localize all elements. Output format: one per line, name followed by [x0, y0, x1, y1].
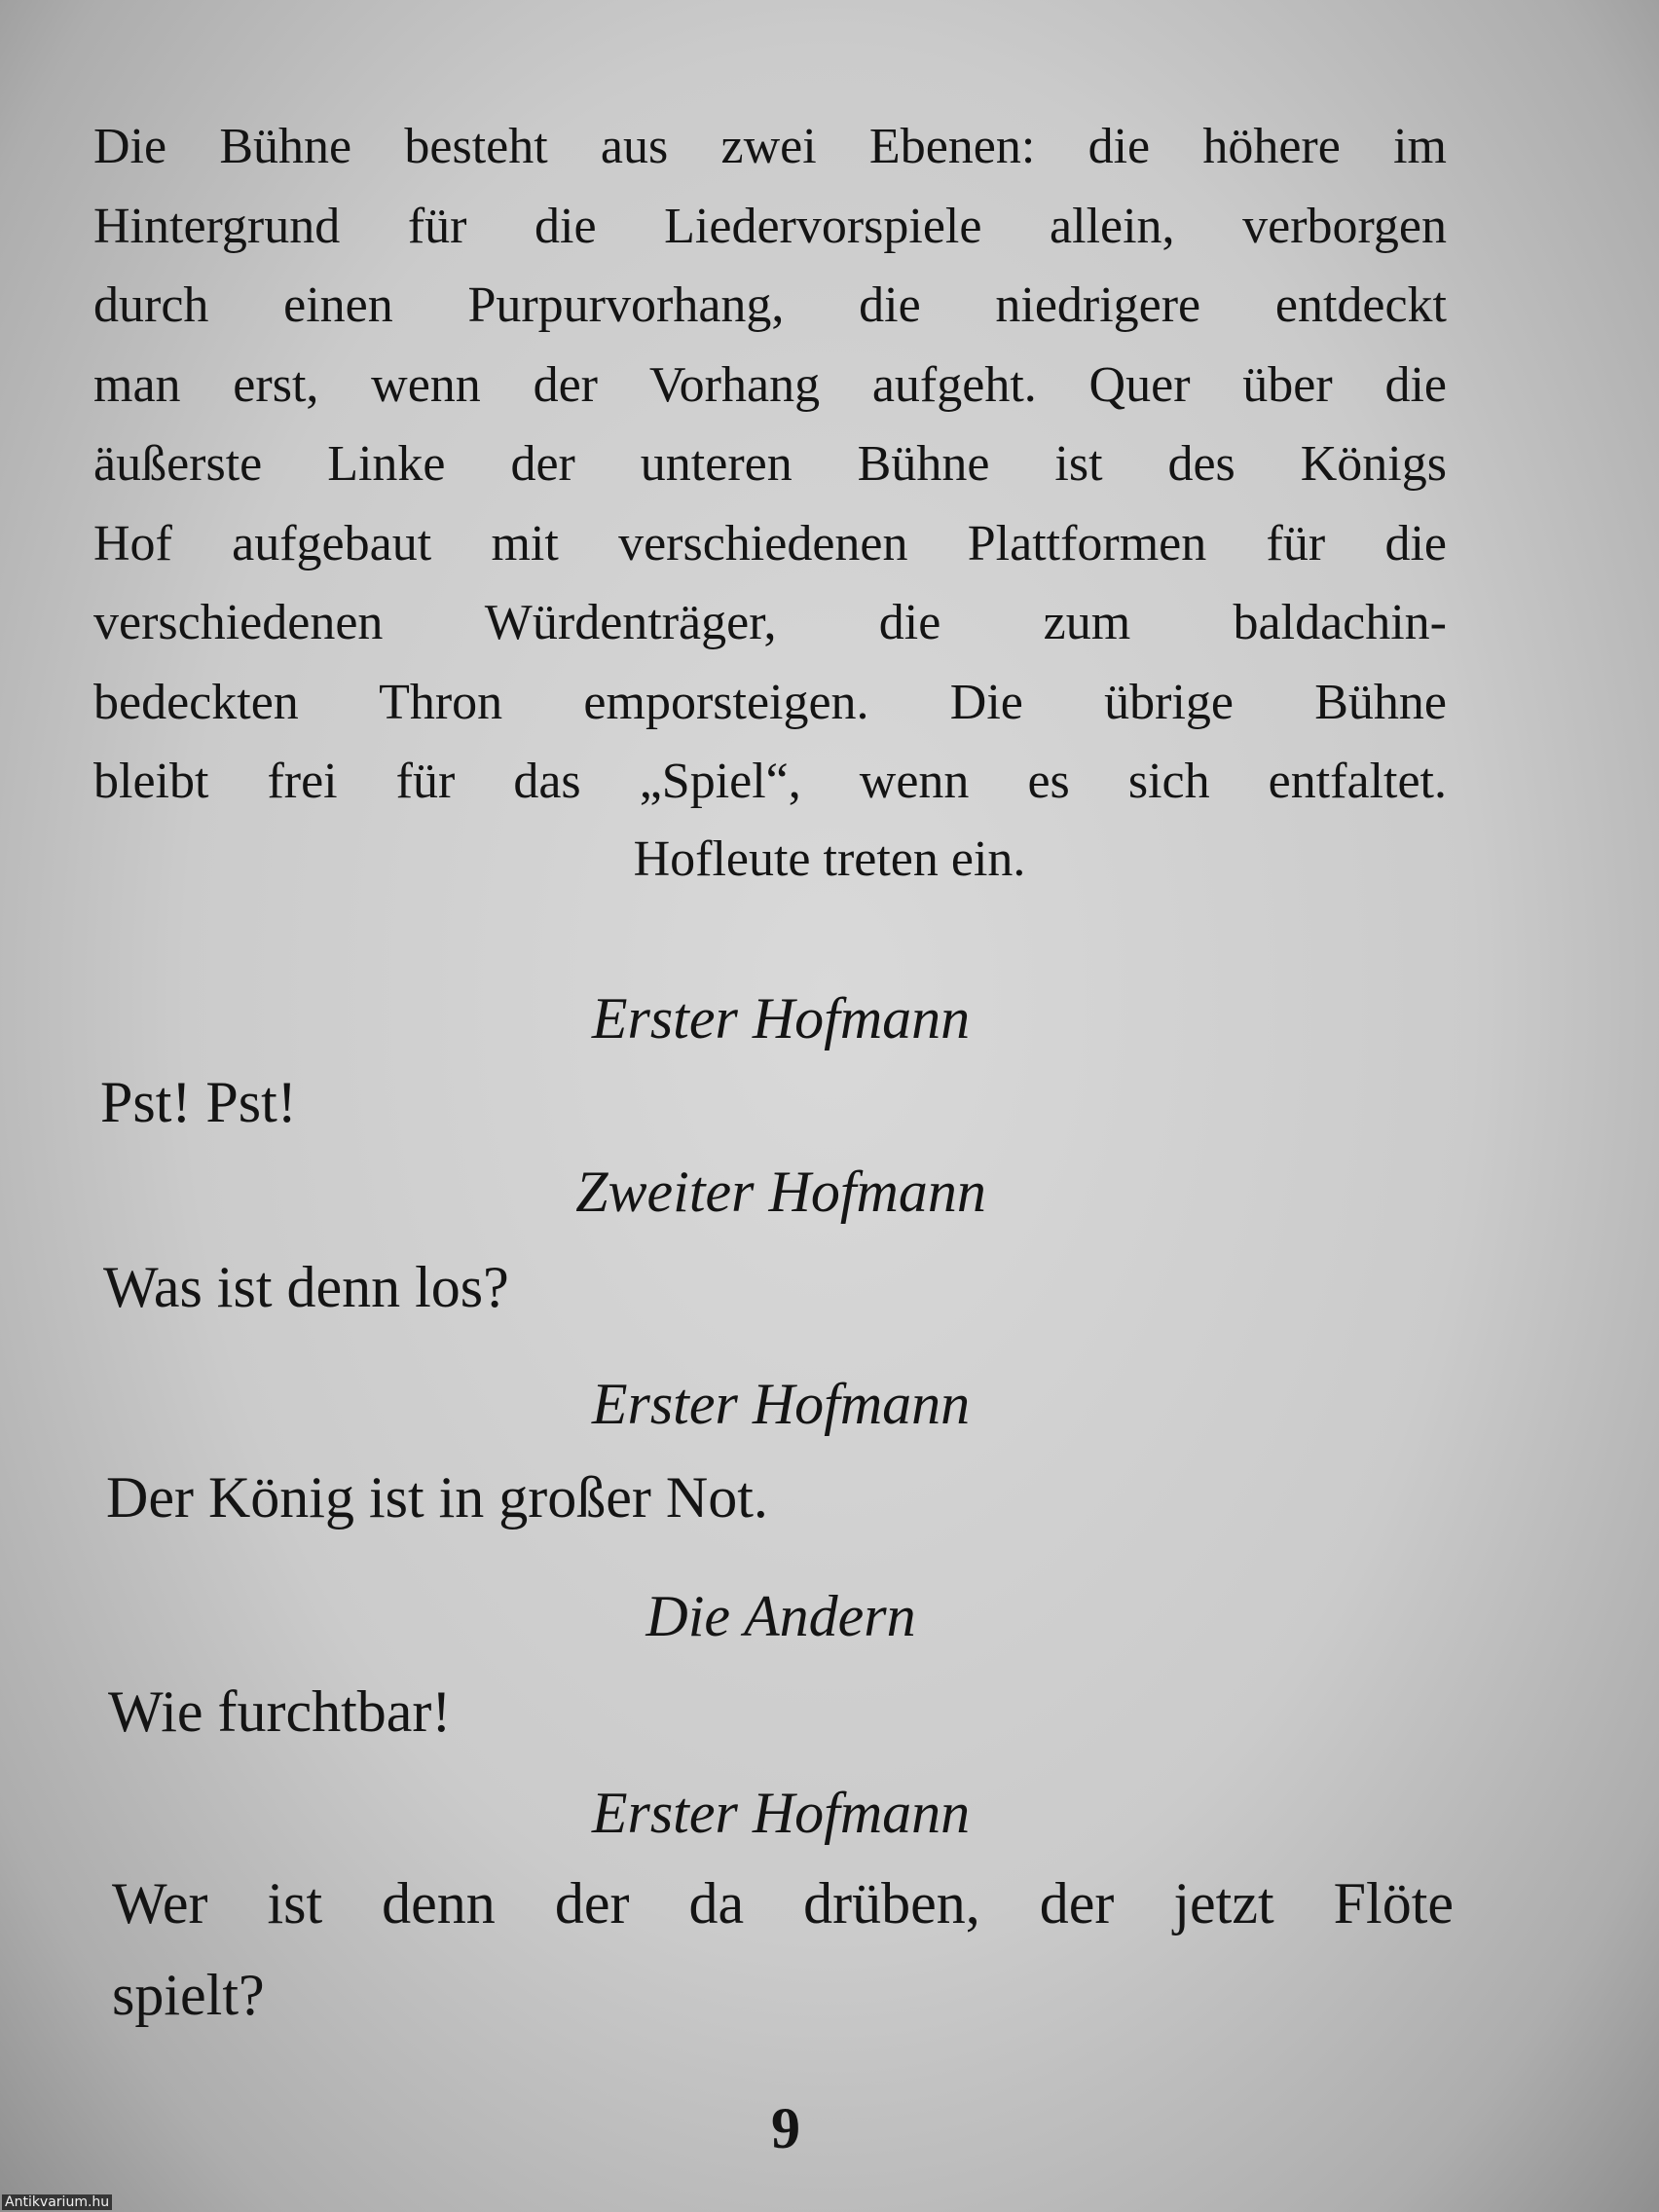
speech-block — [112, 1858, 1454, 2041]
stage-direction-paragraph — [93, 107, 1447, 822]
paragraph-line: äußerste Linke der unteren Bühne ist des Königs — [93, 436, 1447, 492]
page-number: 9 — [771, 2096, 800, 2160]
speech-line: Was ist denn los? — [103, 1255, 509, 1319]
speaker-name: Die Andern — [645, 1584, 916, 1648]
speech-line: spielt? — [112, 1963, 265, 2027]
speaker-name: Zweiter Hofmann — [575, 1160, 986, 1224]
speech-line: Wer ist denn der da drüben, der jetzt Flöte — [112, 1871, 1454, 1936]
paragraph-line: durch einen Purpurvorhang, die niedrigere entdeckt — [93, 277, 1447, 333]
paragraph-line: man erst, wenn der Vorhang aufgeht. Quer über die — [93, 356, 1447, 413]
speech-line: Pst! Pst! — [100, 1070, 297, 1134]
paragraph-line: Hintergrund für die Liedervorspiele allein, verborgen — [93, 198, 1447, 254]
paragraph-line: bedeckten Thron emporsteigen. Die übrige Bühne — [93, 674, 1447, 730]
entrance-direction: Hofleute treten ein. — [633, 831, 1026, 887]
speech-line: Wie furchtbar! — [108, 1679, 452, 1744]
paragraph-line: Hof aufgebaut mit verschiedenen Plattformen für die — [93, 515, 1447, 571]
paragraph-line: bleibt frei für das „Spiel“, wenn es sich entfaltet. — [93, 754, 1447, 809]
speaker-name: Erster Hofmann — [591, 1372, 971, 1436]
paragraph-line: verschiedenen Würdenträger, die zum baldachin- — [93, 595, 1447, 650]
watermark: Antikvarium.hu — [2, 2194, 112, 2210]
paragraph-line: Die Bühne besteht aus zwei Ebenen: die höhere im — [93, 119, 1447, 174]
speaker-name: Erster Hofmann — [591, 986, 971, 1051]
speaker-name: Erster Hofmann — [591, 1781, 971, 1845]
speech-line: Der König ist in großer Not. — [106, 1465, 768, 1530]
